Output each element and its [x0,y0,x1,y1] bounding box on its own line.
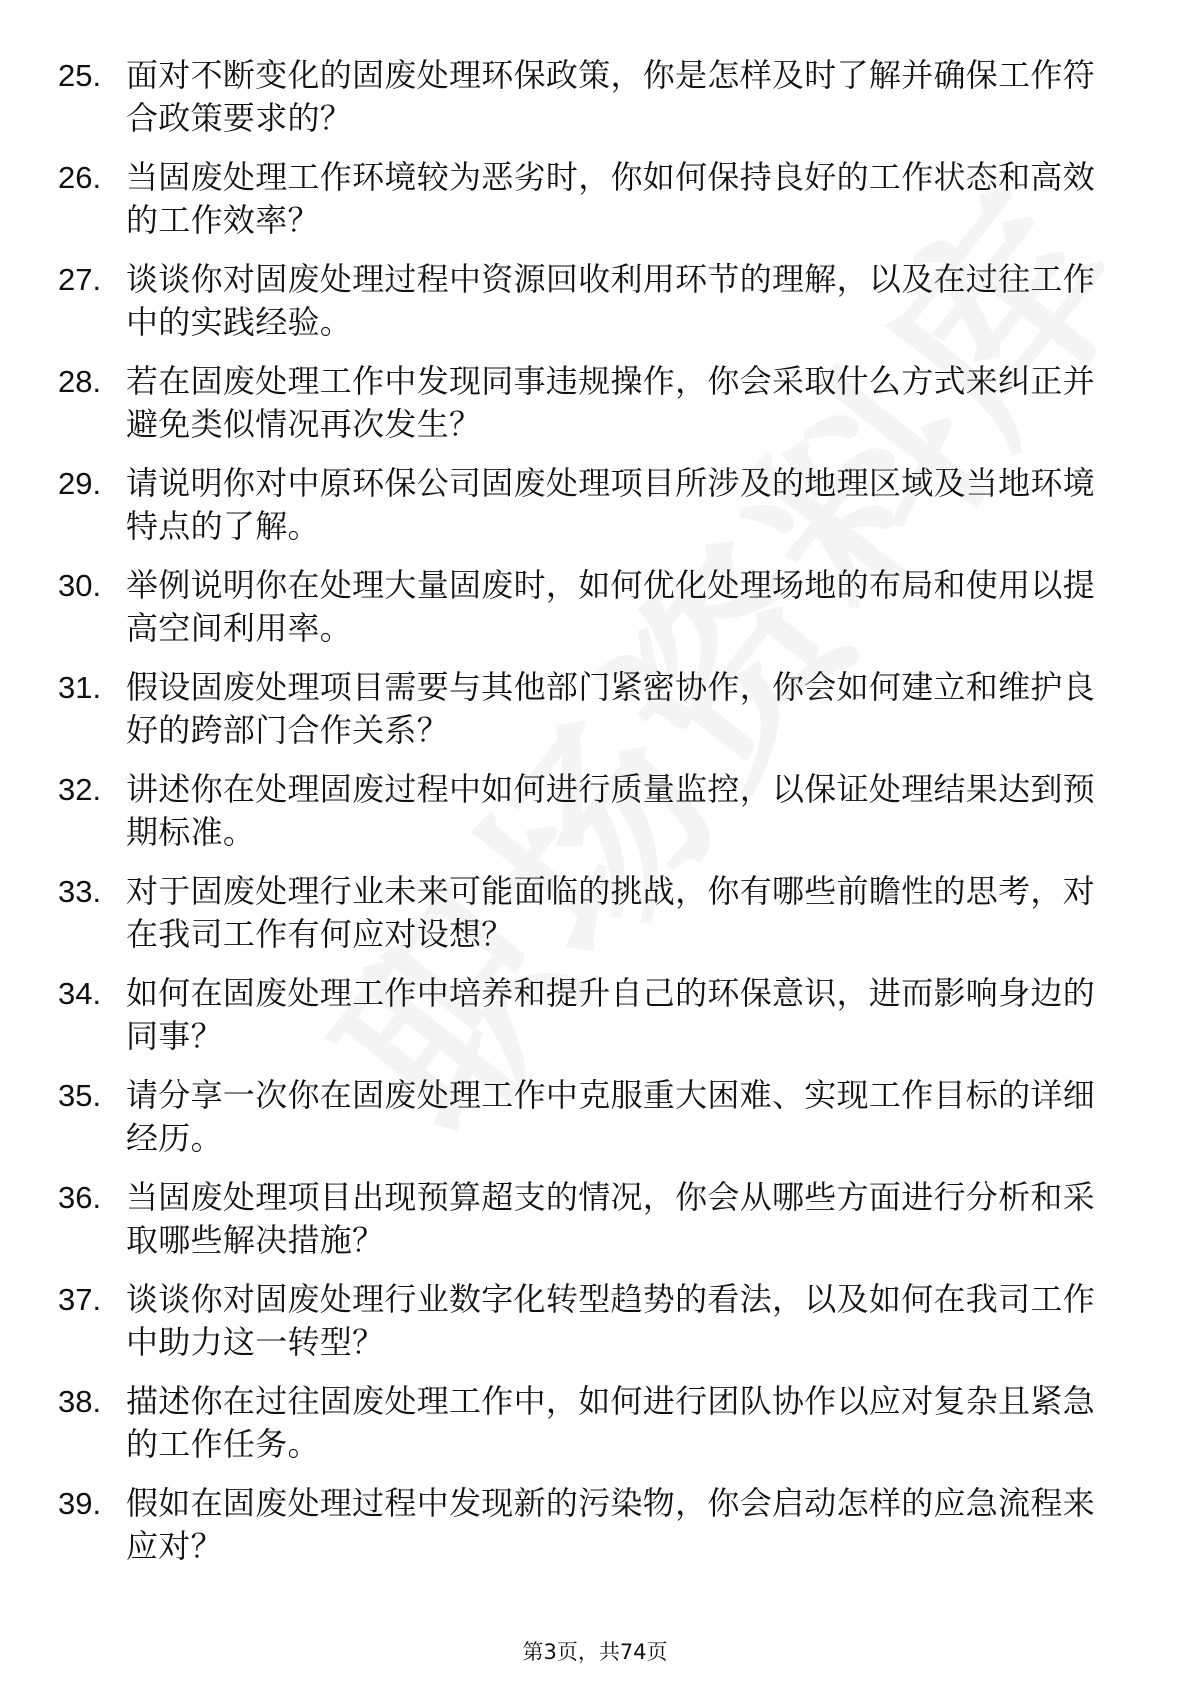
question-text: 请说明你对中原环保公司固废处理项目所涉及的地理区域及当地环境特点的了解。 [126,464,1096,545]
question-number: 29. [58,466,102,501]
question-number: 34. [58,976,102,1011]
question-item [58,1074,1118,1176]
question-number: 37. [58,1282,102,1317]
question-text: 若在固废处理工作中发现同事违规操作，你会采取什么方式来纠正并避免类似情况再次发生？ [126,362,1096,443]
question-number: 26. [58,160,102,195]
question-item [58,1380,1118,1482]
question-text: 举例说明你在处理大量固废时，如何优化处理场地的布局和使用以提高空间利用率。 [126,566,1096,647]
question-number: 35. [58,1078,102,1113]
question-item [58,1176,1118,1278]
question-text: 描述你在过往固废处理工作中，如何进行团队协作以应对复杂且紧急的工作任务。 [126,1382,1096,1463]
question-number: 30. [58,568,102,603]
question-text: 如何在固废处理工作中培养和提升自己的环保意识，进而影响身边的同事？ [126,974,1096,1055]
question-text: 谈谈你对固废处理过程中资源回收利用环节的理解，以及在过往工作中的实践经验。 [126,260,1096,341]
question-number: 38. [58,1384,102,1419]
question-item [58,972,1118,1074]
question-number: 33. [58,874,102,909]
question-item [58,54,1118,156]
question-item [58,666,1118,768]
question-text: 谈谈你对固废处理行业数字化转型趋势的看法，以及如何在我司工作中助力这一转型？ [126,1280,1096,1361]
question-number: 39. [58,1486,102,1521]
question-item [58,156,1118,258]
question-text: 假如在固废处理过程中发现新的污染物，你会启动怎样的应急流程来应对？ [126,1484,1096,1565]
question-item [58,462,1118,564]
question-number: 32. [58,772,102,807]
question-text: 面对不断变化的固废处理环保政策，你是怎样及时了解并确保工作符合政策要求的？ [126,56,1096,137]
question-text: 对于固废处理行业未来可能面临的挑战，你有哪些前瞻性的思考，对在我司工作有何应对设想？ [126,872,1096,953]
question-item [58,870,1118,972]
question-item [58,564,1118,666]
question-text: 请分享一次你在固废处理工作中克服重大困难、实现工作目标的详细经历。 [126,1076,1096,1157]
page-footer: 第3页，共74页 [522,1640,668,1664]
question-number: 28. [58,364,102,399]
question-text: 当固废处理项目出现预算超支的情况，你会从哪些方面进行分析和采取哪些解决措施？ [126,1178,1096,1259]
question-number: 25. [58,58,102,93]
question-item [58,768,1118,870]
question-item [58,1278,1118,1380]
question-item [58,360,1118,462]
question-list [58,54,1118,1584]
question-number: 36. [58,1180,102,1215]
question-number: 31. [58,670,102,705]
question-item [58,1482,1118,1584]
question-number: 27. [58,262,102,297]
question-item [58,258,1118,360]
question-text: 假设固废处理项目需要与其他部门紧密协作，你会如何建立和维护良好的跨部门合作关系？ [126,668,1096,749]
question-text: 当固废处理工作环境较为恶劣时，你如何保持良好的工作状态和高效的工作效率？ [126,158,1096,239]
question-text: 讲述你在处理固废过程中如何进行质量监控，以保证处理结果达到预期标准。 [126,770,1096,851]
